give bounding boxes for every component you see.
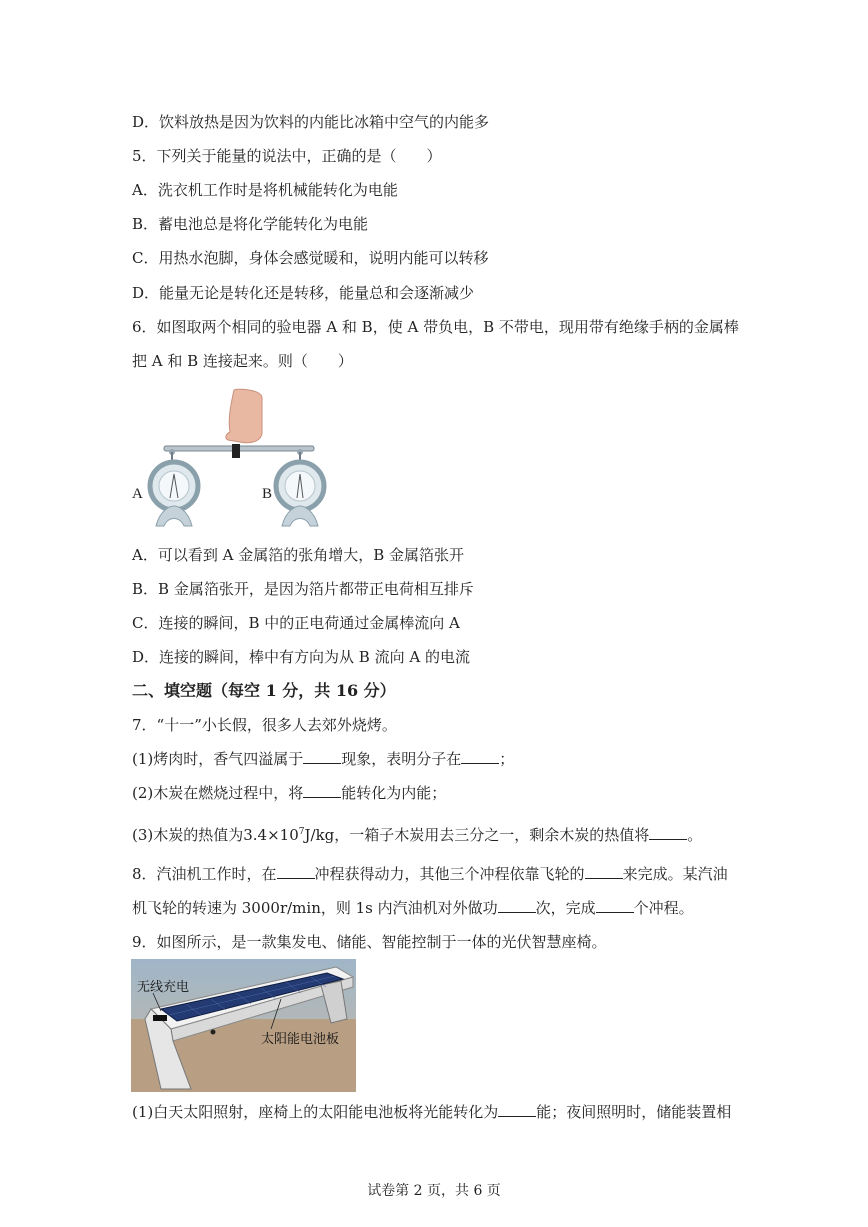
- q9-stem: 9．如图所示，是一款集发电、储能、智能控制于一体的光伏智慧座椅。: [132, 933, 607, 951]
- q4-option-d: D．饮料放热是因为饮料的内能比冰箱中空气的内能多: [132, 113, 490, 131]
- q6-option-b: B．B 金属箔张开，是因为箔片都带正电荷相互排斥: [132, 580, 474, 598]
- q7-p3-text-a: (3)木炭的热值为3.4×10: [132, 826, 299, 844]
- q6-option-c: C．连接的瞬间，B 中的正电荷通过金属棒流向 A: [132, 614, 460, 632]
- q6-stem-line1: 6．如图取两个相同的验电器 A 和 B，使 A 带负电，B 不带电，现用带有绝缘手柄的金属棒: [132, 318, 739, 336]
- q5-option-b: B．蓄电池总是将化学能转化为电能: [132, 215, 369, 233]
- q8-l1-text-a: 8．汽油机工作时，在: [132, 865, 277, 883]
- q7-part3: [132, 822, 702, 845]
- answer-blank[interactable]: [498, 1102, 536, 1117]
- answer-blank[interactable]: [303, 783, 341, 798]
- answer-blank[interactable]: [461, 749, 499, 764]
- q7-p1-text-c: ；: [499, 750, 515, 768]
- q7-p1-text-b: 现象，表明分子在: [341, 750, 462, 768]
- q7-p3-exponent: 7: [298, 827, 305, 837]
- q5-option-c: C．用热水泡脚，身体会感觉暖和，说明内能可以转移: [132, 249, 489, 267]
- label-a: A: [132, 486, 143, 502]
- electroscope-b: [276, 449, 324, 526]
- q8-line2: [132, 898, 694, 918]
- section-fill-in-title: 二、填空题（每空 1 分，共 16 分）: [132, 681, 396, 700]
- q7-stem: 7．“十一”小长假，很多人去郊外烧烤。: [132, 716, 397, 734]
- q8-l1-text-c: 来完成。某汽油: [622, 865, 728, 883]
- q7-part2: [132, 783, 446, 803]
- answer-blank[interactable]: [596, 898, 634, 913]
- q8-l2-text-a: 机飞轮的转速为 3000r/min，则 1s 内汽油机对外做功: [132, 899, 498, 917]
- label-b: B: [262, 486, 273, 502]
- hand-icon: [226, 389, 262, 442]
- answer-blank[interactable]: [498, 898, 536, 913]
- q6-stem-line2: 把 A 和 B 连接起来。则（ ）: [132, 352, 353, 370]
- answer-blank[interactable]: [649, 825, 687, 840]
- label-wireless-charging: 无线充电: [137, 980, 190, 995]
- q7-part1: [132, 749, 514, 769]
- q7-p2-text-a: (2)木炭在燃烧过程中，将: [132, 784, 304, 802]
- answer-blank[interactable]: [277, 864, 315, 879]
- q9-p1-text-a: (1)白天太阳照射，座椅上的太阳能电池板将光能转化为: [132, 1103, 499, 1121]
- label-solar-panel: 太阳能电池板: [261, 1032, 340, 1047]
- q7-p1-text-a: (1)烤肉时，香气四溢属于: [132, 750, 304, 768]
- answer-blank[interactable]: [585, 864, 623, 879]
- q9-p1-text-b: 能；夜间照明时，储能装置相: [536, 1103, 732, 1121]
- q6-option-d: D．连接的瞬间，棒中有方向为从 B 流向 A 的电流: [132, 648, 470, 666]
- rod-handle: [232, 444, 240, 458]
- q8-line1: [132, 864, 728, 884]
- q8-l2-text-b: 次，完成: [535, 899, 596, 917]
- q8-l2-text-c: 个冲程。: [633, 899, 694, 917]
- page-footer: 试卷第 2 页，共 6 页: [367, 1183, 501, 1199]
- q7-p3-text-c: 。: [687, 826, 703, 844]
- q7-p2-text-b: 能转化为内能；: [341, 784, 447, 802]
- q9-part1: [132, 1102, 731, 1122]
- q5-option-a: A．洗衣机工作时是将机械能转化为电能: [132, 181, 398, 199]
- q7-p3-text-b: J/kg，一箱子木炭用去三分之一，剩余木炭的热值将: [304, 826, 650, 844]
- solar-bench-photo: [131, 959, 356, 1092]
- q8-l1-text-b: 冲程获得动力，其他三个冲程依靠飞轮的: [314, 865, 585, 883]
- q5-stem: 5．下列关于能量的说法中，正确的是（ ）: [132, 147, 442, 165]
- q5-option-d: D．能量无论是转化还是转移，能量总和会逐渐减少: [132, 284, 475, 302]
- answer-blank[interactable]: [303, 749, 341, 764]
- electroscope-a: [150, 449, 198, 526]
- wireless-charge-pad: [153, 1015, 167, 1021]
- electroscope-figure: [130, 388, 330, 528]
- q6-option-a: A．可以看到 A 金属箔的张角增大，B 金属箔张开: [132, 546, 464, 564]
